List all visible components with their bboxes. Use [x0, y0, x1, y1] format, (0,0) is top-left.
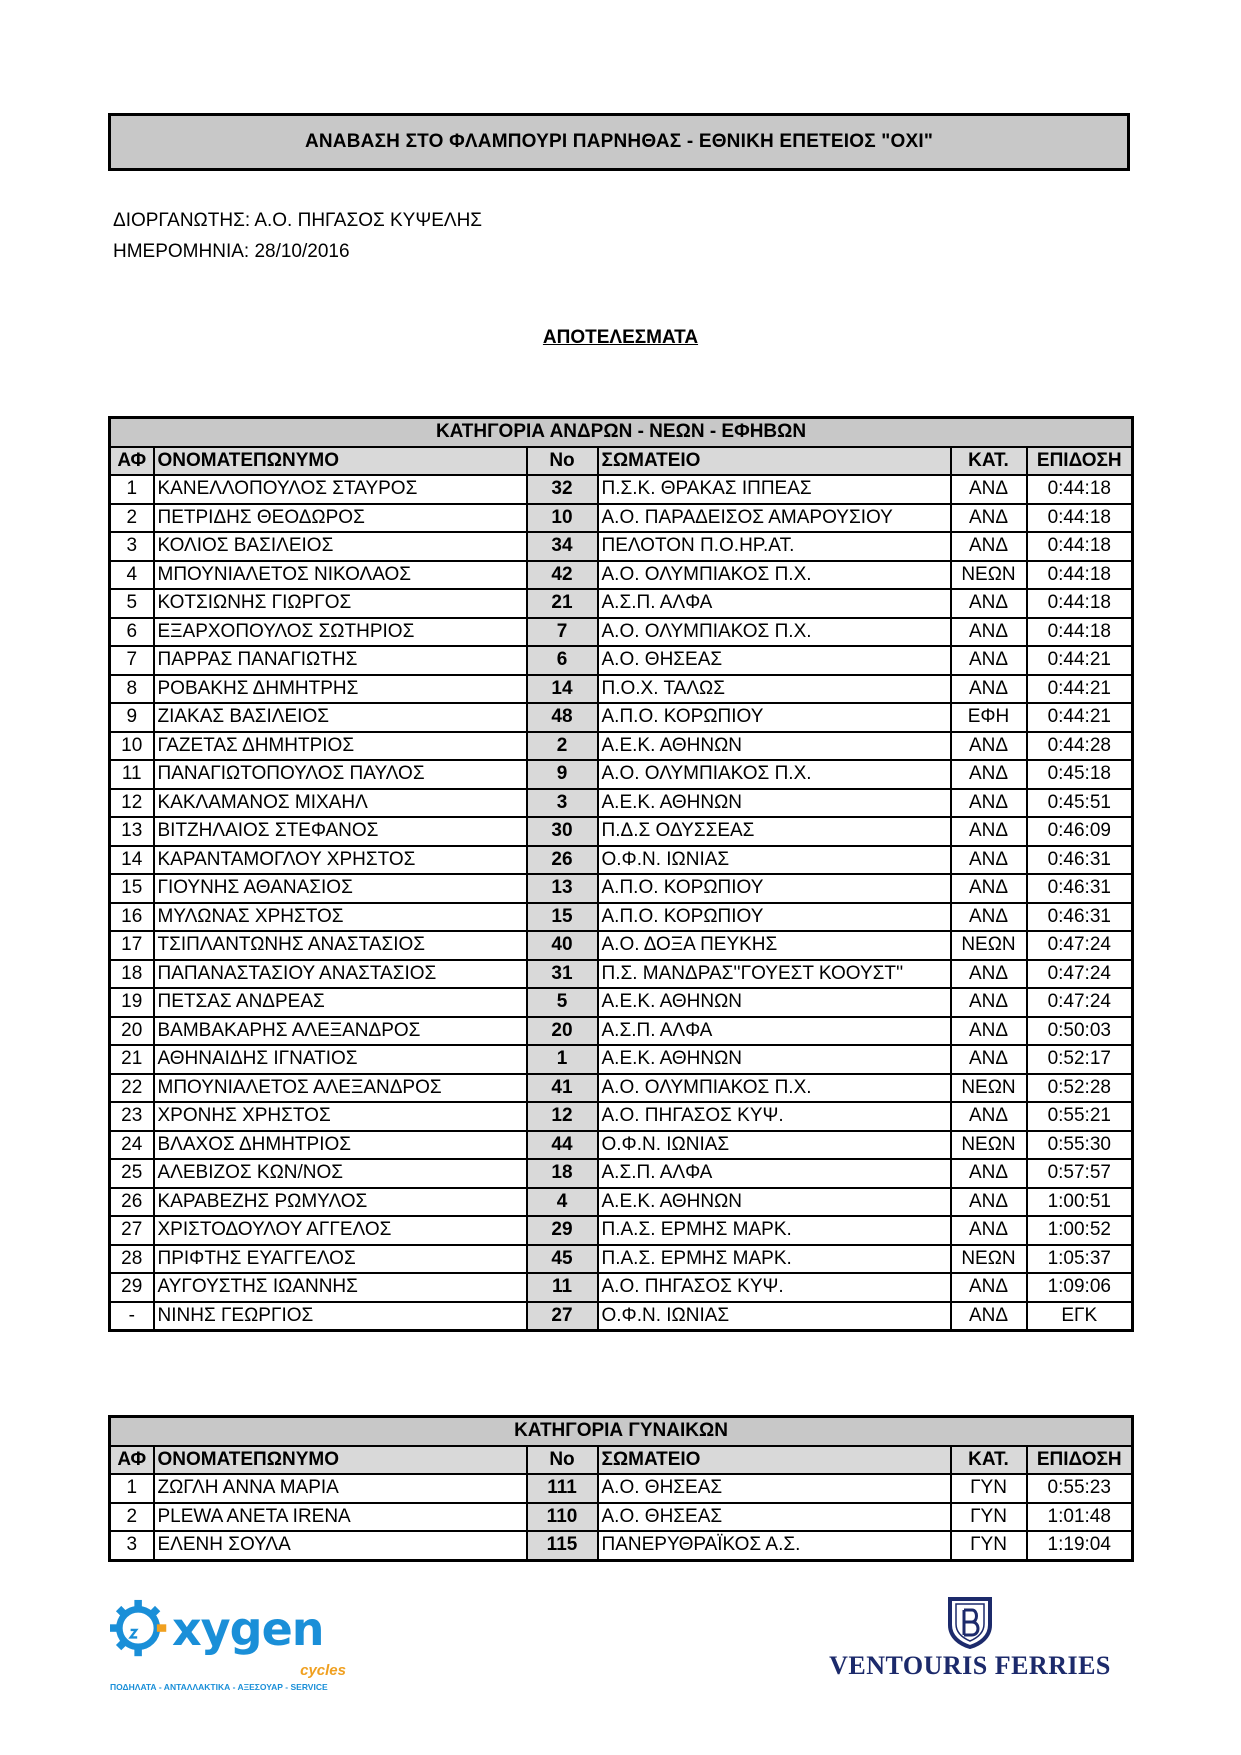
club-cell: Α.Σ.Π. ΑΛΦΑ [598, 589, 951, 618]
result-row [110, 931, 1133, 960]
rank-cell: 16 [110, 903, 154, 932]
men-rows [110, 475, 1133, 1331]
event-date: ΗΜΕΡΟΜΗΝΙΑ: 28/10/2016 [113, 241, 350, 262]
athlete-name-cell: ΕΞΑΡΧΟΠΟΥΛΟΣ ΣΩΤΗΡΙΟΣ [154, 618, 527, 647]
result-row [110, 817, 1133, 846]
club-cell: Π.Α.Σ. ΕΡΜΗΣ ΜΑΡΚ. [598, 1216, 951, 1245]
category-cell: ΑΝΔ [951, 960, 1027, 989]
time-cell: 0:44:18 [1027, 561, 1133, 590]
col-club-header: ΣΩΜΑΤΕΙΟ [598, 1446, 951, 1475]
bib-number-cell: 20 [527, 1017, 598, 1046]
athlete-name-cell: ΑΥΓΟΥΣΤΗΣ ΙΩΑΝΝΗΣ [154, 1273, 527, 1302]
club-cell: Α.Σ.Π. ΑΛΦΑ [598, 1017, 951, 1046]
result-row [110, 618, 1133, 647]
athlete-name-cell: ΕΛΕΝΗ ΣΟΥΛΑ [154, 1531, 527, 1560]
organizer: ΔΙΟΡΓΑΝΩΤΗΣ: Α.Ο. ΠΗΓΑΣΟΣ ΚΥΨΕΛΗΣ [113, 210, 483, 231]
ventouris-ferries-logo [810, 1595, 1130, 1681]
col-club-header: ΣΩΜΑΤΕΙΟ [598, 447, 951, 476]
oxygen-subtitle: cycles [300, 1662, 346, 1679]
bib-number-cell: 34 [527, 532, 598, 561]
category-cell: ΝΕΩΝ [951, 1074, 1027, 1103]
time-cell: 1:01:48 [1027, 1503, 1133, 1532]
athlete-name-cell: ΖΙΑΚΑΣ ΒΑΣΙΛΕΙΟΣ [154, 703, 527, 732]
time-cell: 0:44:21 [1027, 703, 1133, 732]
time-cell: 0:44:18 [1027, 504, 1133, 533]
result-row [110, 846, 1133, 875]
oxygen-tagline: ΠΟΔΗΛΑΤΑ - ΑΝΤΑΛΛΑΚΤΙΚΑ - ΑΞΕΣΟΥΑΡ - SERVICE [110, 1682, 328, 1692]
result-row [110, 504, 1133, 533]
category-cell: ΑΝΔ [951, 874, 1027, 903]
club-cell: Α.Π.Ο. ΚΟΡΩΠΙΟΥ [598, 903, 951, 932]
club-cell: ΠΕΛΟΤΟΝ Π.Ο.ΗΡ.ΑΤ. [598, 532, 951, 561]
rank-cell: 4 [110, 561, 154, 590]
club-cell: ΠΑΝΕΡΥΘΡΑΪΚΟΣ Α.Σ. [598, 1531, 951, 1560]
rank-cell: 1 [110, 1474, 154, 1503]
category-cell: ΑΝΔ [951, 846, 1027, 875]
document-title-box [108, 113, 1130, 171]
document-title: ΑΝΑΒΑΣΗ ΣΤΟ ΦΛΑΜΠΟΥΡΙ ΠΑΡΝΗΘΑΣ - ΕΘΝΙΚΗ ΕΠΕΤΕΙΟΣ "ΟΧΙ" [304, 131, 934, 152]
time-cell: 0:44:18 [1027, 532, 1133, 561]
club-cell: Π.Σ.Κ. ΘΡΑΚΑΣ ΙΠΠΕΑΣ [598, 475, 951, 504]
rank-cell: 9 [110, 703, 154, 732]
oxygen-cycles-logo [110, 1596, 370, 1693]
rank-cell: 2 [110, 504, 154, 533]
rank-cell: 5 [110, 589, 154, 618]
time-cell: 0:47:24 [1027, 988, 1133, 1017]
result-row [110, 760, 1133, 789]
category-cell: ΑΝΔ [951, 589, 1027, 618]
time-cell: 0:44:18 [1027, 475, 1133, 504]
athlete-name-cell: ΠΑΡΡΑΣ ΠΑΝΑΓΙΩΤΗΣ [154, 646, 527, 675]
club-cell: Α.Ο. ΟΛΥΜΠΙΑΚΟΣ Π.Χ. [598, 561, 951, 590]
athlete-name-cell: ΤΣΙΠΛΑΝΤΩΝΗΣ ΑΝΑΣΤΑΣΙΟΣ [154, 931, 527, 960]
bib-number-cell: 13 [527, 874, 598, 903]
result-row [110, 646, 1133, 675]
col-category-header: ΚΑΤ. [951, 447, 1027, 476]
athlete-name-cell: ΠΕΤΣΑΣ ΑΝΔΡΕΑΣ [154, 988, 527, 1017]
bib-number-cell: 31 [527, 960, 598, 989]
bib-number-cell: 11 [527, 1273, 598, 1302]
club-cell: Α.Ε.Κ. ΑΘΗΝΩΝ [598, 1045, 951, 1074]
bib-number-cell: 40 [527, 931, 598, 960]
rank-cell: 17 [110, 931, 154, 960]
time-cell: 1:00:51 [1027, 1188, 1133, 1217]
club-cell: Α.Ο. ΟΛΥΜΠΙΑΚΟΣ Π.Χ. [598, 1074, 951, 1103]
bib-number-cell: 30 [527, 817, 598, 846]
col-bib-header: No [527, 1446, 598, 1475]
result-row [110, 532, 1133, 561]
women-category-title: ΚΑΤΗΓΟΡΙΑ ΓΥΝΑΙΚΩΝ [110, 1417, 1133, 1446]
club-cell: Α.Ο. ΘΗΣΕΑΣ [598, 1503, 951, 1532]
category-cell: ΝΕΩΝ [951, 1245, 1027, 1274]
category-cell: ΕΦΗ [951, 703, 1027, 732]
athlete-name-cell: ΒΛΑΧΟΣ ΔΗΜΗΤΡΙΟΣ [154, 1131, 527, 1160]
athlete-name-cell: ΚΑΡΑΒΕΖΗΣ ΡΩΜΥΛΟΣ [154, 1188, 527, 1217]
bib-number-cell: 18 [527, 1159, 598, 1188]
result-row [110, 475, 1133, 504]
result-row [110, 1531, 1133, 1560]
bib-number-cell: 10 [527, 504, 598, 533]
rank-cell: 22 [110, 1074, 154, 1103]
men-category-title: ΚΑΤΗΓΟΡΙΑ ΑΝΔΡΩΝ - ΝΕΩΝ - ΕΦΗΒΩΝ [110, 418, 1133, 447]
result-row [110, 1131, 1133, 1160]
rank-cell: 18 [110, 960, 154, 989]
col-name-header: ΟΝΟΜΑΤΕΠΩΝΥΜΟ [154, 1446, 527, 1475]
athlete-name-cell: ΒΑΜΒΑΚΑΡΗΣ ΑΛΕΞΑΝΔΡΟΣ [154, 1017, 527, 1046]
oxygen-wordmark: xygen [172, 1602, 324, 1656]
time-cell: 0:46:31 [1027, 846, 1133, 875]
athlete-name-cell: ΠΕΤΡΙΔΗΣ ΘΕΟΔΩΡΟΣ [154, 504, 527, 533]
athlete-name-cell: ΑΛΕΒΙΖΟΣ ΚΩΝ/ΝΟΣ [154, 1159, 527, 1188]
rank-cell: 15 [110, 874, 154, 903]
bib-number-cell: 12 [527, 1102, 598, 1131]
club-cell: Π.Δ.Σ ΟΔΥΣΣΕΑΣ [598, 817, 951, 846]
bib-number-cell: 29 [527, 1216, 598, 1245]
rank-cell: 26 [110, 1188, 154, 1217]
bib-number-cell: 111 [527, 1474, 598, 1503]
athlete-name-cell: ΑΘΗΝΑΙΔΗΣ ΙΓΝΑΤΙΟΣ [154, 1045, 527, 1074]
bib-number-cell: 41 [527, 1074, 598, 1103]
time-cell: 0:55:21 [1027, 1102, 1133, 1131]
bib-number-cell: 9 [527, 760, 598, 789]
rank-cell: 6 [110, 618, 154, 647]
athlete-name-cell: ΜΠΟΥΝΙΑΛΕΤΟΣ ΑΛΕΞΑΝΔΡΟΣ [154, 1074, 527, 1103]
rank-cell: 23 [110, 1102, 154, 1131]
result-row [110, 1159, 1133, 1188]
category-cell: ΑΝΔ [951, 475, 1027, 504]
time-cell: 1:05:37 [1027, 1245, 1133, 1274]
rank-cell: 21 [110, 1045, 154, 1074]
club-cell: Α.Ο. ΠΗΓΑΣΟΣ ΚΥΨ. [598, 1102, 951, 1131]
athlete-name-cell: ΚΟΛΙΟΣ ΒΑΣΙΛΕΙΟΣ [154, 532, 527, 561]
club-cell: Α.Ε.Κ. ΑΘΗΝΩΝ [598, 1188, 951, 1217]
club-cell: Π.Ο.Χ. ΤΑΛΩΣ [598, 675, 951, 704]
rank-cell: 3 [110, 1531, 154, 1560]
result-row [110, 703, 1133, 732]
rank-cell: 2 [110, 1503, 154, 1532]
ventouris-name: VENTOURIS FERRIES [829, 1651, 1111, 1680]
rank-cell: 11 [110, 760, 154, 789]
bib-number-cell: 115 [527, 1531, 598, 1560]
time-cell: 1:19:04 [1027, 1531, 1133, 1560]
men-results-table [108, 416, 1134, 1332]
athlete-name-cell: ΠΡΙΦΤΗΣ ΕΥΑΓΓΕΛΟΣ [154, 1245, 527, 1274]
time-cell: 0:47:24 [1027, 931, 1133, 960]
club-cell: Α.Ο. ΔΟΞΑ ΠΕΥΚΗΣ [598, 931, 951, 960]
club-cell: Ο.Φ.Ν. ΙΩΝΙΑΣ [598, 846, 951, 875]
result-row [110, 1102, 1133, 1131]
athlete-name-cell: ΓΑΖΕΤΑΣ ΔΗΜΗΤΡΙΟΣ [154, 732, 527, 761]
time-cell: 0:47:24 [1027, 960, 1133, 989]
category-cell: ΑΝΔ [951, 903, 1027, 932]
club-cell: Π.Σ. ΜΑΝΔΡΑΣ''ΓΟΥΕΣΤ ΚΟΟΥΣΤ'' [598, 960, 951, 989]
time-cell: 0:44:28 [1027, 732, 1133, 761]
bib-number-cell: 48 [527, 703, 598, 732]
rank-cell: 13 [110, 817, 154, 846]
bib-number-cell: 26 [527, 846, 598, 875]
result-row [110, 874, 1133, 903]
result-row [110, 1045, 1133, 1074]
result-row [110, 732, 1133, 761]
time-cell: 0:44:21 [1027, 646, 1133, 675]
club-cell: Α.Ο. ΘΗΣΕΑΣ [598, 646, 951, 675]
bib-number-cell: 32 [527, 475, 598, 504]
bib-number-cell: 3 [527, 789, 598, 818]
category-cell: ΓΥΝ [951, 1503, 1027, 1532]
club-cell: Π.Α.Σ. ΕΡΜΗΣ ΜΑΡΚ. [598, 1245, 951, 1274]
club-cell: Ο.Φ.Ν. ΙΩΝΙΑΣ [598, 1302, 951, 1331]
club-cell: Α.Π.Ο. ΚΟΡΩΠΙΟΥ [598, 703, 951, 732]
athlete-name-cell: ΠΑΠΑΝΑΣΤΑΣΙΟΥ ΑΝΑΣΤΑΣΙΟΣ [154, 960, 527, 989]
club-cell: Α.Ο. ΠΗΓΑΣΟΣ ΚΥΨ. [598, 1273, 951, 1302]
rank-cell: 25 [110, 1159, 154, 1188]
category-cell: ΝΕΩΝ [951, 561, 1027, 590]
result-row [110, 1017, 1133, 1046]
gear-o2-icon [110, 1596, 170, 1662]
category-cell: ΑΝΔ [951, 988, 1027, 1017]
rank-cell: 29 [110, 1273, 154, 1302]
rank-cell: 20 [110, 1017, 154, 1046]
athlete-name-cell: PLEWA ANETA IRENA [154, 1503, 527, 1532]
rank-cell: 10 [110, 732, 154, 761]
result-row [110, 589, 1133, 618]
rank-cell: - [110, 1302, 154, 1331]
bib-number-cell: 14 [527, 675, 598, 704]
time-cell: 0:45:18 [1027, 760, 1133, 789]
bib-number-cell: 15 [527, 903, 598, 932]
time-cell: 0:55:23 [1027, 1474, 1133, 1503]
result-row [110, 1273, 1133, 1302]
rank-cell: 28 [110, 1245, 154, 1274]
category-cell: ΑΝΔ [951, 675, 1027, 704]
rank-cell: 12 [110, 789, 154, 818]
athlete-name-cell: ΚΟΤΣΙΩΝΗΣ ΓΙΩΡΓΟΣ [154, 589, 527, 618]
category-cell: ΑΝΔ [951, 1302, 1027, 1331]
athlete-name-cell: ΧΡΙΣΤΟΔΟΥΛΟΥ ΑΓΓΕΛΟΣ [154, 1216, 527, 1245]
club-cell: Ο.Φ.Ν. ΙΩΝΙΑΣ [598, 1131, 951, 1160]
bib-number-cell: 1 [527, 1045, 598, 1074]
oxygen-logo-top [110, 1596, 324, 1662]
athlete-name-cell: ΧΡΟΝΗΣ ΧΡΗΣΤΟΣ [154, 1102, 527, 1131]
col-category-header: ΚΑΤ. [951, 1446, 1027, 1475]
bib-number-cell: 21 [527, 589, 598, 618]
bib-number-cell: 44 [527, 1131, 598, 1160]
category-cell: ΑΝΔ [951, 1017, 1027, 1046]
result-row [110, 1188, 1133, 1217]
time-cell: 0:50:03 [1027, 1017, 1133, 1046]
result-row [110, 903, 1133, 932]
time-cell: 1:09:06 [1027, 1273, 1133, 1302]
result-row [110, 789, 1133, 818]
bib-number-cell: 110 [527, 1503, 598, 1532]
bib-number-cell: 42 [527, 561, 598, 590]
women-results-table [108, 1415, 1134, 1562]
col-time-header: ΕΠΙΔΟΣΗ [1027, 447, 1133, 476]
time-cell: 1:00:52 [1027, 1216, 1133, 1245]
category-cell: ΑΝΔ [951, 618, 1027, 647]
time-cell: 0:57:57 [1027, 1159, 1133, 1188]
bib-number-cell: 5 [527, 988, 598, 1017]
rank-cell: 8 [110, 675, 154, 704]
rank-cell: 14 [110, 846, 154, 875]
time-cell: 0:52:17 [1027, 1045, 1133, 1074]
time-cell: 0:44:18 [1027, 589, 1133, 618]
bib-number-cell: 2 [527, 732, 598, 761]
result-row [110, 1474, 1133, 1503]
result-row [110, 1245, 1133, 1274]
result-row [110, 960, 1133, 989]
category-cell: ΝΕΩΝ [951, 931, 1027, 960]
rank-cell: 27 [110, 1216, 154, 1245]
club-cell: Α.Ε.Κ. ΑΘΗΝΩΝ [598, 988, 951, 1017]
rank-cell: 1 [110, 475, 154, 504]
category-cell: ΑΝΔ [951, 532, 1027, 561]
athlete-name-cell: ΚΑΚΛΑΜΑΝΟΣ ΜΙΧΑΗΛ [154, 789, 527, 818]
result-row [110, 1074, 1133, 1103]
results-heading: ΑΠΟΤΕΛΕΣΜΑΤΑ [542, 327, 699, 348]
category-cell: ΓΥΝ [951, 1474, 1027, 1503]
category-cell: ΑΝΔ [951, 732, 1027, 761]
shield-b-icon [945, 1595, 995, 1649]
athlete-name-cell: ΡΟΒΑΚΗΣ ΔΗΜΗΤΡΗΣ [154, 675, 527, 704]
time-cell: 0:46:31 [1027, 903, 1133, 932]
athlete-name-cell: ΖΩΓΛΗ ΑΝΝΑ ΜΑΡΙΑ [154, 1474, 527, 1503]
result-row [110, 1302, 1133, 1331]
result-row [110, 561, 1133, 590]
result-row [110, 1216, 1133, 1245]
club-cell: Α.Ο. ΟΛΥΜΠΙΑΚΟΣ Π.Χ. [598, 760, 951, 789]
time-cell: 0:45:51 [1027, 789, 1133, 818]
time-cell: 0:46:31 [1027, 874, 1133, 903]
time-cell: 0:44:18 [1027, 618, 1133, 647]
category-cell: ΑΝΔ [951, 1045, 1027, 1074]
col-rank-header: ΑΦ [110, 1446, 154, 1475]
category-cell: ΑΝΔ [951, 817, 1027, 846]
time-cell: ΕΓΚ [1027, 1302, 1133, 1331]
club-cell: Α.Ε.Κ. ΑΘΗΝΩΝ [598, 732, 951, 761]
athlete-name-cell: ΝΙΝΗΣ ΓΕΩΡΓΙΟΣ [154, 1302, 527, 1331]
bib-number-cell: 6 [527, 646, 598, 675]
category-cell: ΑΝΔ [951, 760, 1027, 789]
club-cell: Α.Ε.Κ. ΑΘΗΝΩΝ [598, 789, 951, 818]
result-row [110, 1503, 1133, 1532]
time-cell: 0:52:28 [1027, 1074, 1133, 1103]
athlete-name-cell: ΚΑΡΑΝΤΑΜΟΓΛΟΥ ΧΡΗΣΤΟΣ [154, 846, 527, 875]
col-bib-header: No [527, 447, 598, 476]
women-rows [110, 1474, 1133, 1560]
event-meta [113, 205, 482, 267]
result-row [110, 988, 1133, 1017]
time-cell: 0:44:21 [1027, 675, 1133, 704]
time-cell: 0:55:30 [1027, 1131, 1133, 1160]
athlete-name-cell: ΚΑΝΕΛΛΟΠΟΥΛΟΣ ΣΤΑΥΡΟΣ [154, 475, 527, 504]
rank-cell: 3 [110, 532, 154, 561]
col-name-header: ΟΝΟΜΑΤΕΠΩΝΥΜΟ [154, 447, 527, 476]
athlete-name-cell: ΠΑΝΑΓΙΩΤΟΠΟΥΛΟΣ ΠΑΥΛΟΣ [154, 760, 527, 789]
club-cell: Α.Ο. ΟΛΥΜΠΙΑΚΟΣ Π.Χ. [598, 618, 951, 647]
club-cell: Α.Π.Ο. ΚΟΡΩΠΙΟΥ [598, 874, 951, 903]
club-cell: Α.Ο. ΘΗΣΕΑΣ [598, 1474, 951, 1503]
bib-number-cell: 4 [527, 1188, 598, 1217]
category-cell: ΑΝΔ [951, 1216, 1027, 1245]
rank-cell: 19 [110, 988, 154, 1017]
category-cell: ΑΝΔ [951, 1273, 1027, 1302]
category-cell: ΑΝΔ [951, 646, 1027, 675]
col-time-header: ΕΠΙΔΟΣΗ [1027, 1446, 1133, 1475]
category-cell: ΑΝΔ [951, 789, 1027, 818]
athlete-name-cell: ΓΙΟΥΝΗΣ ΑΘΑΝΑΣΙΟΣ [154, 874, 527, 903]
rank-cell: 24 [110, 1131, 154, 1160]
club-cell: Α.Σ.Π. ΑΛΦΑ [598, 1159, 951, 1188]
category-cell: ΑΝΔ [951, 504, 1027, 533]
bib-number-cell: 27 [527, 1302, 598, 1331]
col-rank-header: ΑΦ [110, 447, 154, 476]
category-cell: ΓΥΝ [951, 1531, 1027, 1560]
athlete-name-cell: ΜΠΟΥΝΙΑΛΕΤΟΣ ΝΙΚΟΛΑΟΣ [154, 561, 527, 590]
category-cell: ΑΝΔ [951, 1102, 1027, 1131]
category-cell: ΝΕΩΝ [951, 1131, 1027, 1160]
athlete-name-cell: ΒΙΤΖΗΛΑΙΟΣ ΣΤΕΦΑΝΟΣ [154, 817, 527, 846]
athlete-name-cell: ΜΥΛΩΝΑΣ ΧΡΗΣΤΟΣ [154, 903, 527, 932]
bib-number-cell: 45 [527, 1245, 598, 1274]
result-row [110, 675, 1133, 704]
bib-number-cell: 7 [527, 618, 598, 647]
category-cell: ΑΝΔ [951, 1188, 1027, 1217]
rank-cell: 7 [110, 646, 154, 675]
time-cell: 0:46:09 [1027, 817, 1133, 846]
club-cell: Α.Ο. ΠΑΡΑΔΕΙΣΟΣ ΑΜΑΡΟΥΣΙΟΥ [598, 504, 951, 533]
category-cell: ΑΝΔ [951, 1159, 1027, 1188]
